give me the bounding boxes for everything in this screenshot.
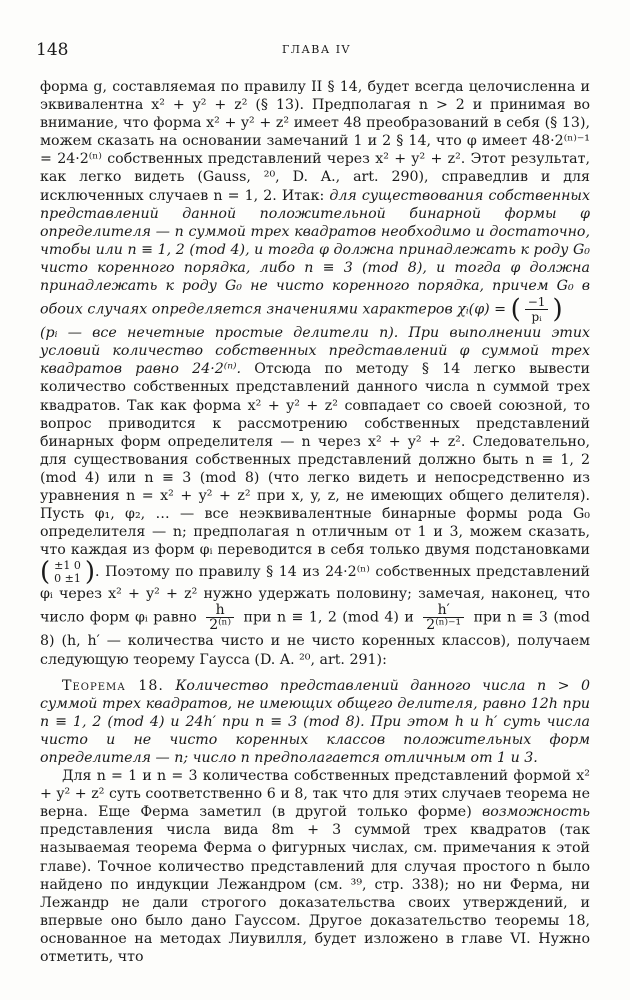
legendre-den: pᵢ [531,310,542,325]
running-head: ГЛАВА IV [282,43,351,56]
paragraph-2-text: Отсюда по методу § 14 легко вывести количество собственных представлений данного числа n суммой трех квадратов. Так как форма x² + y² + z² совпадает со своей союзной, то вопрос приводится к рассмотрению собственных представлений бинарных форм определителя — n через x² + y² + z². Следовательно, для существования собственных представлений должно быть n ≡ 1, 2 (mod 4) или n ≡ 3 (mod 8) (что легко видеть и непосредственно из уравнения n = x² + y² + z² при x, y, z, не имеющих общего делителя). Пусть φ₁, φ₂, … — все неэквивалентные бинарные формы рода G₀ определителя — n; предполагая n отличным от 1 и 3, можем сказать, что каждая из форм φᵢ переводится в себя только двумя подстановками [40,361,590,559]
paragraph-3-text: Для n = 1 и n = 3 количества собственных представлений формой x² + y² + z² суть соответственно 6 и 8, так что для этих случаев теорема не верна. Еще Ферма заметил (в другой только форме) [40,768,590,821]
paragraph-2d-text: при n ≡ 3 (mod 8) (h, h′ — количества чисто и не чисто коренных классов), получаем следующую теорему Гаусса (D. A. ²⁰, art. 291): [40,609,591,668]
paragraph-2 [40,324,590,669]
paragraph-3b-text: представления числа вида 8m + 3 суммой трех квадратов (так называемая теорема Ферма о фигурных числах, см. примечания к этой главе). Точное количество представлений для случая простого n было найдено по индукции Лежандром (см. ³⁹, стр. 338); но ни Ферма, ни Лежандр не дали строгого доказательства своих утверждений, и впервые оно было дано Гауссом. Другое доказательство теоремы 18, основанное на методах Лиувилля, будет изложено в главе VI. Нужно отметить, что [40,822,590,966]
paragraph-1-text: форма g, составляемая по правилу II § 14, будет всегда целочисленна и эквивалентна x² + y² + z² (§ 13). Предполагая n > 2 и принимая во внимание, что форма x² + y² + z² имеет 48 преобразований в себя (§ 13), можем сказать на основании замечаний 1 и 2 § 14, что φ имеет 48·2⁽ⁿ⁾⁻¹ = 24·2⁽ⁿ⁾ собственных представлений через x² + y² + z². Этот результат, как легко видеть (Gauss, ²⁰, D. A., art. 290), справедлив и для исключенных случаев n = 1, 2. Итак: [40,79,590,204]
paragraph-2b-text: . Поэтому по правилу § 14 из 24·2⁽ⁿ⁾ собственных представлений φᵢ через x² + y² + z² нужно удержать половину; замечая, наконец, что число форм φᵢ равно [40,564,590,626]
matrix-row-1: ±1 0 [54,559,81,573]
matrix-close: ) [84,557,96,588]
page-number: 148 [36,40,69,60]
paragraph-2c-text: при n ≡ 1, 2 (mod 4) и [243,609,414,626]
fraction-h-num: h [206,603,234,618]
theorem-label: Теорема 18. [62,677,164,694]
paragraph-2-italic: (pᵢ — все нечетные простые делители n). При выполнении этих условий количество собственных представлений φ суммой трех квадратов равно 24·2⁽ⁿ⁾. [40,325,590,378]
fraction-h-prime-num: h′ [423,603,464,618]
page-body [40,78,590,966]
matrix-row-2: 0 ±1 [54,572,81,586]
substitution-matrix [54,559,81,585]
theorem-18 [40,677,590,767]
fraction-h-prime [423,603,464,632]
paragraph-1 [40,78,590,324]
legendre-num: −1 [525,295,549,310]
page-header [0,40,630,64]
paragraph-1-italic: для существования собственных представлений данной положительной бинарной формы φ определителя — n суммой трех квадратов необходимо и достаточно, чтобы или n ≡ 1, 2 (mod 4), и тогда φ должна принадлежать к роду G₀ чисто коренного порядка, либо n ≡ 3 (mod 8), и тогда φ должна принадлежать к роду G₀ не чисто коренного порядка, причем G₀ в обоих случаях определяется значениями характеров χᵢ(φ) = [40,187,590,318]
fraction-h [206,603,234,632]
paragraph-3 [40,767,590,966]
fraction-h-den: 2⁽ⁿ⁾ [209,617,232,634]
open-paren: ( [510,294,521,325]
paragraph-3-italic: возможность [482,804,591,821]
theorem-text: Количество представлений данного числа n > 0 суммой трех квадратов, не имеющих общего делителя, равно 12h при n ≡ 1, 2 (mod 4) и 24h′ при n ≡ 3 (mod 8). При этом h и h′ суть числа чисто и не чисто коренных классов положительных форм определителя — n; число n предполагается отличным от 1 и 3. [40,677,591,766]
legendre-symbol [525,295,549,324]
matrix-open: ( [40,557,51,588]
close-paren: ) [552,294,563,325]
fraction-h-prime-den: 2⁽ⁿ⁾⁻¹ [426,617,462,634]
